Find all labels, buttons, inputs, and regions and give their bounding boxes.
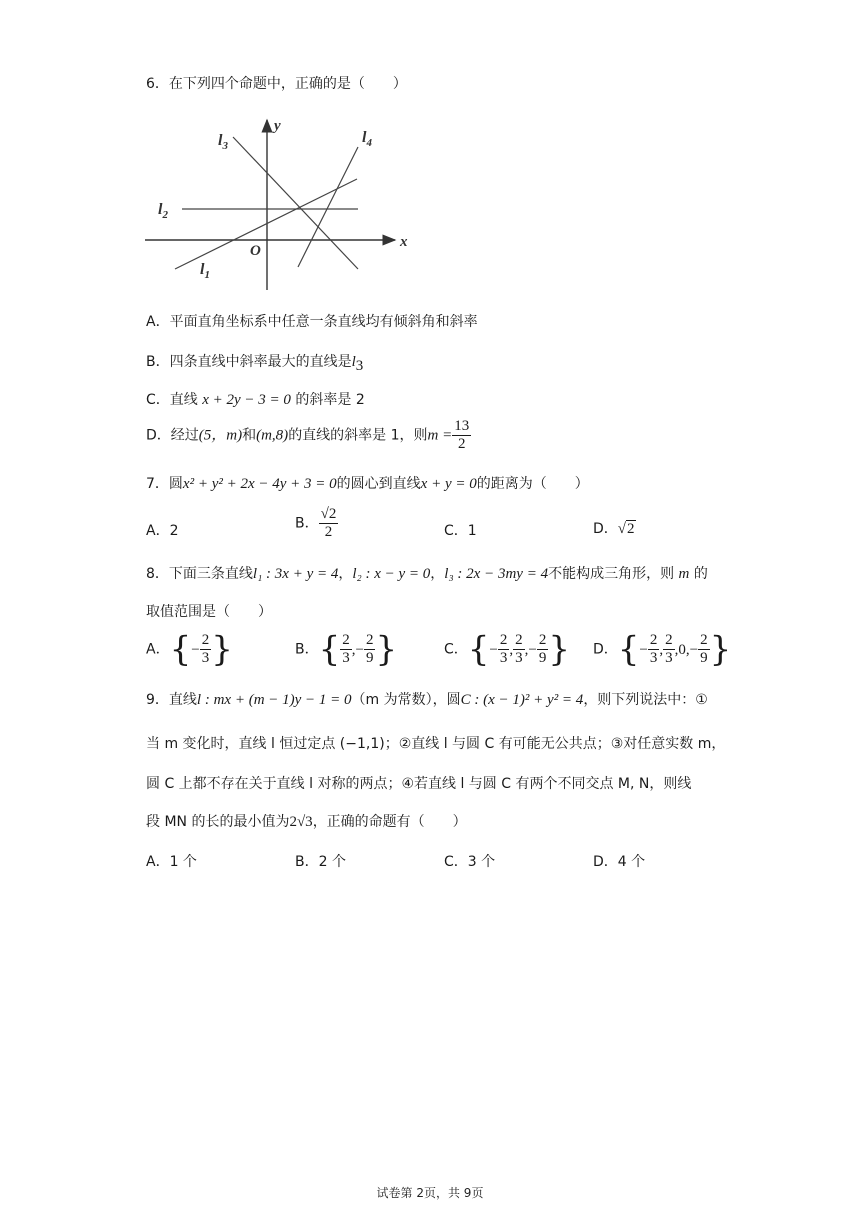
q9-option-b: B．2 个 bbox=[295, 854, 346, 870]
q9-stem-line2: 当 m 变化时，直线 l 恒过定点 (−1,1)；②直线 l 与圆 C 有可能无公共点；③对任意实数 m， bbox=[146, 736, 726, 752]
q7-option-b: B． $\frac{√2}{2}$ bbox=[295, 506, 337, 540]
q8-option-a: A．{− $\frac{2}{3}$ } bbox=[146, 629, 233, 670]
q9-option-d: D．4 个 bbox=[593, 854, 646, 870]
origin-label: O bbox=[250, 243, 261, 259]
q6-option-c: C．直线 x + 2y − 3 = 0 的斜率是 2 bbox=[146, 392, 365, 408]
q7-option-a: A．2 bbox=[146, 523, 179, 539]
fraction: $\frac{2}{3}$ bbox=[499, 632, 508, 666]
fraction: $\frac{2}{3}$ bbox=[342, 632, 350, 666]
q6-option-a: A．平面直角坐标系中任意一条直线均有倾斜角和斜率 bbox=[146, 314, 478, 330]
q8-option-b: B．{ $\frac{2}{3}$ ,− $\frac{2}{9}$ } bbox=[295, 629, 398, 670]
l2-label: l bbox=[158, 201, 163, 218]
l4-sub: 4 bbox=[366, 137, 372, 149]
q8-stem-line1: 8．下面三条直线l₁ : 3x + y = 4，l₂ : x − y = 0，l₃ : 2x − 3my = 4不能构成三角形，则 m 的 bbox=[146, 566, 708, 582]
y-axis-label: y bbox=[274, 118, 281, 134]
svg-text:l4 bbox=[362, 129, 372, 149]
q9-stem-line4: 段 MN 的长的最小值为2√3，正确的命题有（ ） bbox=[146, 814, 467, 830]
q6-figure bbox=[140, 112, 420, 297]
svg-text:l1 bbox=[200, 261, 210, 281]
fraction: $\frac{2}{9}$ bbox=[538, 632, 547, 666]
q8-stem-line2: 取值范围是（ ） bbox=[146, 604, 272, 620]
l3-sub: 3 bbox=[222, 140, 228, 152]
q7-option-c: C．1 bbox=[444, 523, 477, 539]
q6-option-d: D．经过(5，m)和(m,8)的直线的斜率是 1，则m = $\frac{13}{2}$ bbox=[146, 418, 470, 452]
svg-text:l3 bbox=[218, 132, 228, 152]
svg-text:l2 bbox=[158, 201, 168, 221]
l1-label: l bbox=[200, 261, 205, 278]
q9-option-c: C．3 个 bbox=[444, 854, 496, 870]
fraction: $\frac{2}{3}$ bbox=[515, 632, 523, 666]
q7-option-d: D．√2 bbox=[593, 521, 635, 537]
l1-sub: 1 bbox=[204, 269, 210, 281]
fraction: $\frac{2}{3}$ bbox=[649, 632, 658, 666]
line-l4 bbox=[298, 147, 358, 267]
fraction: $\frac{2}{9}$ bbox=[700, 632, 708, 666]
q6-stem: 6．在下列四个命题中，正确的是（ ） bbox=[146, 76, 407, 92]
x-axis-label: x bbox=[400, 234, 408, 250]
q9-option-a: A．1 个 bbox=[146, 854, 197, 870]
line-l1 bbox=[175, 179, 357, 269]
fraction: $\frac{2}{9}$ bbox=[365, 632, 374, 666]
fraction: $\frac{2}{3}$ bbox=[201, 632, 210, 666]
page-footer: 试卷第 2页，共 9页 bbox=[376, 1186, 484, 1200]
l3-label: l bbox=[218, 132, 223, 149]
l2-sub: 2 bbox=[162, 209, 168, 221]
q6-option-b: B．四条直线中斜率最大的直线是$l_3$ bbox=[146, 354, 364, 374]
q8-option-c: C．{− $\frac{2}{3}$ , $\frac{2}{3}$ ,− $\frac{2}{9}$ } bbox=[444, 629, 570, 670]
l4-label: l bbox=[362, 129, 367, 146]
q9-stem-line3: 圆 C 上都不存在关于直线 l 对称的两点；④若直线 l 与圆 C 有两个不同交点 M, N，则线 bbox=[146, 776, 692, 792]
fraction: $\frac{2}{3}$ bbox=[665, 632, 673, 666]
q9-stem-line1: 9．直线l : mx + (m − 1)y − 1 = 0（m 为常数），圆C : (x − 1)² + y² = 4，则下列说法中：① bbox=[146, 692, 708, 708]
q7-stem: 7．圆x² + y² + 2x − 4y + 3 = 0的圆心到直线x + y = 0的距离为（ ） bbox=[146, 476, 589, 492]
q8-option-d: D．{− $\frac{2}{3}$ , $\frac{2}{3}$ ,0,− $\frac{2}{9}$ } bbox=[593, 629, 732, 670]
